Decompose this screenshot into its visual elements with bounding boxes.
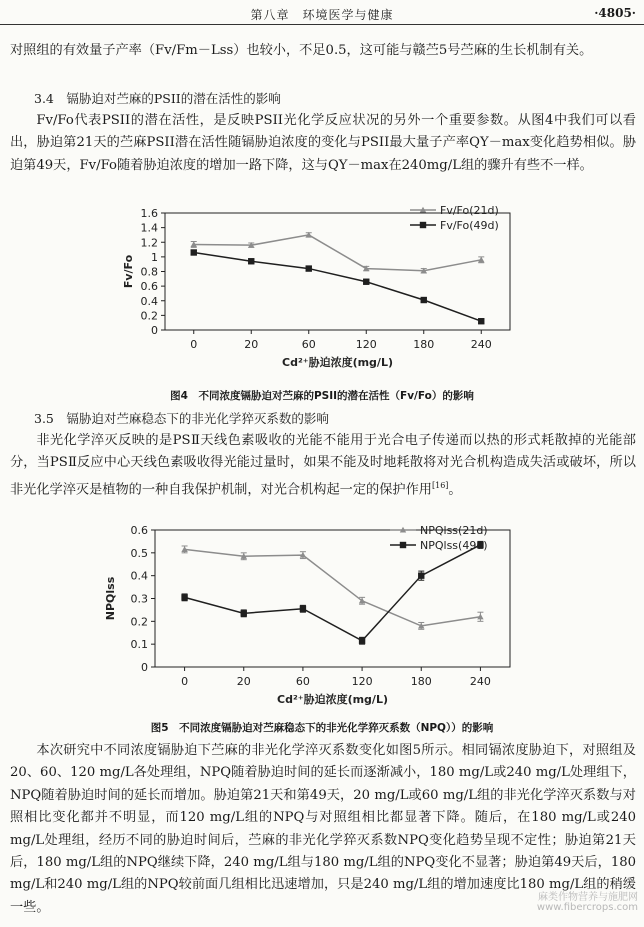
y-tick-label: 0.8 — [140, 265, 158, 279]
x-tick-label: 180 — [410, 675, 432, 688]
data-point — [306, 265, 312, 271]
x-tick-label: 120 — [355, 338, 377, 351]
data-point — [300, 606, 306, 612]
paragraph-npq-definition — [10, 430, 636, 502]
data-point — [241, 610, 247, 616]
series-line-21d — [185, 549, 481, 625]
y-axis-label: NPQlss — [104, 576, 117, 621]
figure-5-caption: 图5 不同浓度镉胁迫对苎麻稳态下的非光化学猝灭系数（NPQ））的影响 — [150, 722, 494, 734]
legend-marker — [420, 222, 426, 228]
figure-4-chart — [110, 203, 530, 378]
paragraph-intro: 对照组的有效量子产率（Fv/Fm－Lss）也较小，不足0.5，这可能与赣苎5号苎麻的生长机制有关。 — [10, 43, 593, 58]
npq-definition-text: 非光化学淬灭反映的是PSⅡ天线色素吸收的光能不能用于光合电子传递而以热的形式耗散掉的光能部分，当PSⅡ反应中心天线色素吸收得光能过量时，如果不能及时地耗散将对光合机构造成失活或破坏，所以非光化学淬灭是植物的一种自我保护机制，对光合机构起一定的保护作用 — [10, 433, 636, 498]
y-tick-label: 0.4 — [140, 294, 158, 308]
series-line-49d — [194, 252, 482, 321]
data-point — [418, 572, 424, 578]
y-tick-label: 0.3 — [130, 592, 148, 606]
x-tick-label: 20 — [244, 338, 259, 351]
x-tick-label: 240 — [469, 675, 491, 688]
x-tick-label: 120 — [351, 675, 373, 688]
data-point — [359, 638, 365, 644]
y-tick-label: 0.2 — [140, 309, 158, 323]
y-tick-label: 0 — [151, 324, 158, 337]
y-tick-label: 1.2 — [140, 236, 158, 250]
y-tick-label: 1.4 — [140, 221, 158, 235]
y-tick-label: 0.6 — [130, 524, 148, 537]
data-point — [363, 279, 369, 285]
figure-4-caption: 图4 不同浓度镉胁迫对苎麻的PSII的潜在活性（Fv/Fo）的影响 — [170, 390, 474, 402]
x-tick-label: 180 — [413, 338, 435, 351]
watermark-site-url: www.fibercrops.com — [536, 902, 638, 913]
watermark-site-name: 麻类作物营养与施肥网 — [538, 892, 638, 903]
page-number: ·4805· — [594, 6, 636, 20]
series-line-21d — [194, 235, 482, 271]
legend-label: NPQlss(21d) — [420, 524, 488, 537]
paragraph-fvfo: Fv/Fo代表PSII的潜在活性，是反映PSII光化学反应状况的另外一个重要参数。从图4中我们可以看出，胁迫第21天的苎麻PSII潜在活性随镉胁迫浓度的变化与PSII最大量子产率QY－max变化趋势相似。胁迫第49天，Fv/Fo随着胁迫浓度的增加一路下降，这与QY－max在240mg/L组的骤升有些不一样。 — [10, 113, 636, 173]
citation-16: [16] — [432, 480, 449, 490]
x-axis-label: Cd²⁺胁迫浓度(mg/L) — [282, 356, 393, 369]
y-tick-label: 0.4 — [130, 569, 148, 583]
data-point — [191, 249, 197, 255]
y-tick-label: 0.1 — [130, 638, 148, 652]
x-tick-label: 0 — [190, 338, 198, 351]
x-tick-label: 0 — [181, 675, 189, 688]
x-tick-label: 20 — [236, 675, 251, 688]
x-axis-label: Cd²⁺胁迫浓度(mg/L) — [277, 693, 388, 706]
data-point — [181, 594, 187, 600]
legend-label: NPQlss(49d) — [420, 539, 488, 552]
legend-marker — [400, 542, 406, 548]
y-tick-label: 0.2 — [130, 615, 148, 629]
y-tick-label: 0.6 — [140, 280, 158, 294]
legend-label: Fv/Fo(49d) — [440, 219, 499, 232]
data-point — [478, 318, 484, 324]
y-axis-label: Fv/Fo — [122, 254, 135, 289]
data-point — [248, 258, 254, 264]
x-tick-label: 60 — [295, 675, 310, 688]
section-heading-3-5: 3.5 镉胁迫对苎麻稳态下的非光化学猝灭系数的影响 — [34, 411, 329, 426]
y-tick-label: 0 — [141, 661, 148, 674]
data-point — [421, 297, 427, 303]
paragraph-npq-results: 本次研究中不同浓度镉胁迫下苎麻的非光化学淬灭系数变化如图5所示。相同镉浓度胁迫下，对照组及20、60、120 mg/L各处理组，NPQ随着胁迫时间的延长而逐渐减小，180 mg/L或240 mg/L处理组下，NPQ随着胁迫时间的延长而增加。胁迫第21天和第49天，20 mg/L或60 mg/L组的非光化学淬灭系数与对照相比变化都并不明显，而120 mg/L组的NPQ与对照组相比都显著下降。随后，在180 mg/L或240 mg/L处理组，经历不同的胁迫时间后，苎麻的非光化学猝灭系数NPQ变化趋势呈现不定性；胁迫第21天后，180 mg/L组的NPQ继续下降，240 mg/L组与180 mg/L组的NPQ变化不显著；胁迫第49天后，180 mg/L和240 mg/L组的NPQ较前面几组相比迅速增加，只是240 mg/L组的增加速度比180 mg/L组的稍缓一些。 — [10, 743, 636, 915]
y-tick-label: 0.5 — [130, 546, 148, 560]
page-header — [0, 0, 644, 25]
legend-label: Fv/Fo(21d) — [440, 204, 499, 217]
series-line-49d — [185, 545, 481, 641]
npq-definition-end: 。 — [448, 482, 462, 498]
x-tick-label: 60 — [301, 338, 316, 351]
y-tick-label: 1 — [151, 250, 158, 264]
x-tick-label: 240 — [470, 338, 492, 351]
chapter-title: 第八章 环境医学与健康 — [250, 8, 394, 22]
section-heading-3-4: 3.4 镉胁迫对苎麻的PSII的潜在活性的影响 — [34, 91, 281, 106]
y-tick-label: 1.6 — [140, 207, 158, 220]
figure-5-chart — [100, 520, 530, 715]
